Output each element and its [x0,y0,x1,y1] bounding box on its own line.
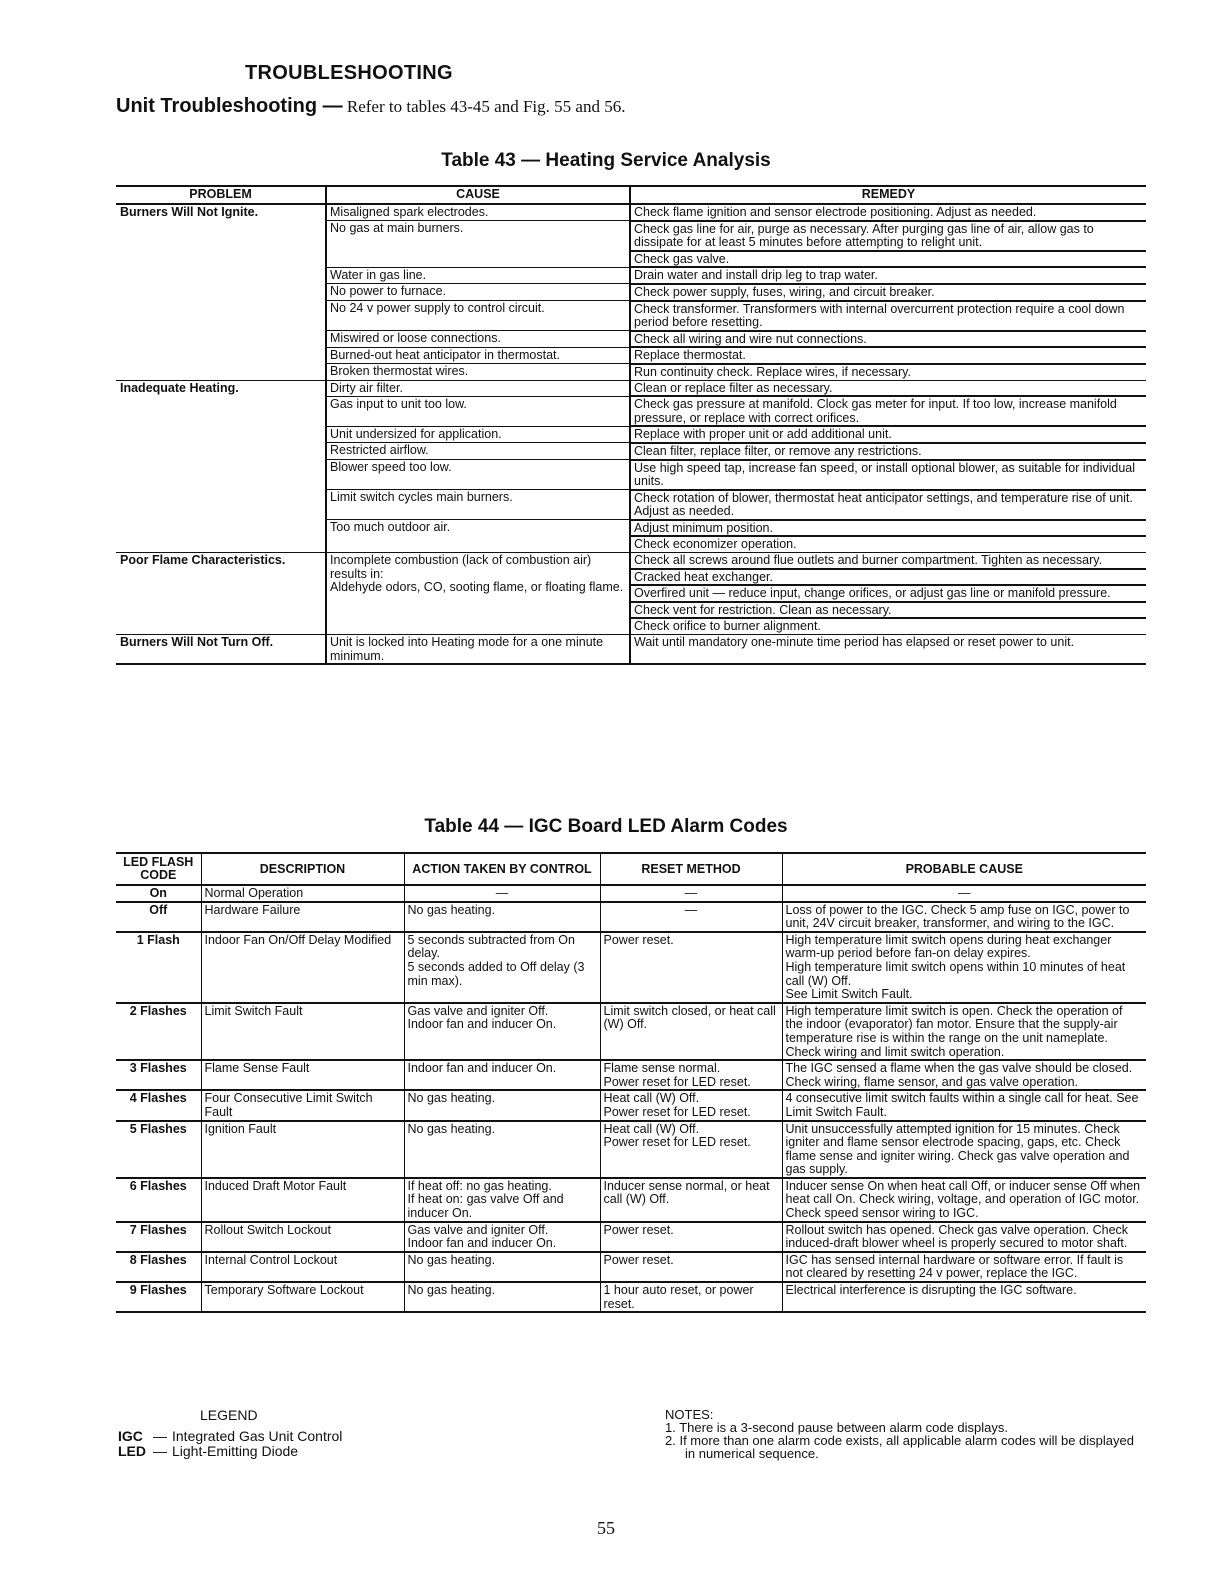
legend-title: LEGEND [200,1407,258,1423]
action-cell [404,1121,600,1178]
remedy-cell: Use high speed tap, increase fan speed, or install optional blower, as suitable for individual units. [630,460,1146,490]
cell-line: On [149,886,167,900]
col-header-reset: RESET METHOD [600,853,782,885]
remedy-cell: Adjust minimum position. [630,520,1146,537]
remedy-cell: Check rotation of blower, thermostat heat anticipator settings, and temperature rise of unit. Adjust as needed. [630,490,1146,520]
action-cell [404,1282,600,1312]
led-code-cell [116,1252,201,1282]
legend-item [118,1444,342,1459]
table-row [116,380,1146,396]
table43-title: Table 43 — Heating Service Analysis [441,150,771,171]
cause-text: Misaligned spark electrodes. [330,205,489,219]
remedy-cell: Clean filter, replace filter, or remove any restrictions. [630,443,1146,460]
cause-text: Aldehyde odors, CO, sooting flame, or floating flame. [330,580,624,595]
cell-line: Gas valve and igniter Off. [407,1222,549,1237]
cell-line: 7 Flashes [129,1222,187,1237]
remedy-cell: Check gas valve. [630,251,1146,268]
col-header-action: ACTION TAKEN BY CONTROL [404,853,600,885]
cell-line: Indoor fan and inducer On. [407,1017,557,1032]
cell-line: Hardware Failure [204,902,301,917]
cause-cell [326,301,630,331]
remedy-cell: Check orifice to burner alignment. [630,618,1146,634]
description-cell [201,1121,404,1178]
cell-line: Power reset. [603,1252,674,1267]
intro-text: Refer to tables 43-45 and Fig. 55 and 56. [342,97,626,116]
cause-text: Restricted airflow. [330,443,429,458]
cell-line: 9 Flashes [129,1283,187,1298]
cause-cell [326,267,630,284]
remedy-cell: Check gas line for air, purge as necessary. After purging gas line of air, allow gas to dissipate for at least 5 minutes before attempting to relight unit. [630,221,1146,251]
cell-line: Inducer sense On when heat call Off, or inducer sense Off when heat call On. Check wiring, voltage, and operation of IGC motor. Check speed sensor wiring to IGC. [785,1178,1141,1221]
cell-line: Inducer sense normal, or heat call (W) Off. [603,1178,770,1207]
cell-line: 2 Flashes [129,1003,187,1018]
probable-cause-cell [782,1060,1146,1090]
cell-line: — [495,886,509,900]
cause-text: Broken thermostat wires. [330,364,469,379]
col-header-description: DESCRIPTION [201,853,404,885]
description-cell [201,1282,404,1312]
cause-text: No gas at main burners. [330,221,464,236]
page-number: 55 [597,1518,615,1538]
cell-line: Power reset for LED reset. [603,1074,751,1089]
cause-text: No 24 v power supply to control circuit. [330,301,545,316]
cell-line: No gas heating. [407,1283,496,1298]
remedy-cell: Run continuity check. Replace wires, if necessary. [630,364,1146,380]
cell-line: — [958,886,971,900]
remedy-cell: Check all wiring and wire nut connections. [630,331,1146,348]
remedy-cell: Check all screws around flue outlets and burner compartment. Tighten as necessary. [630,553,1146,569]
legend-dash: — [153,1428,167,1444]
cause-cell [326,364,630,380]
probable-cause-cell [782,932,1146,1003]
cause-cell [326,553,630,635]
action-cell [404,1252,600,1282]
description-cell [201,932,404,1003]
cause-text: Unit undersized for application. [330,426,502,441]
igc-led-alarm-codes-table [116,852,1146,1313]
note-item: 1. There is a 3-second pause between alarm code displays. [665,1420,1009,1435]
section-heading: TROUBLESHOOTING [245,62,453,84]
reset-method-cell [600,1003,782,1060]
cell-line: Gas valve and igniter Off. [407,1003,549,1018]
cell-line: High temperature limit switch opens within 10 minutes of heat call (W) Off. [785,959,1126,988]
cause-cell [326,204,630,221]
table-row [116,1060,1146,1090]
action-cell [404,1090,600,1120]
led-code-cell [116,1178,201,1222]
cell-line: No gas heating. [407,1091,496,1106]
remedy-cell: Check power supply, fuses, wiring, and circuit breaker. [630,284,1146,301]
remedy-cell: Check flame ignition and sensor electrode positioning. Adjust as needed. [630,204,1146,221]
cell-line: Flame Sense Fault [204,1061,310,1076]
cell-line: — [684,902,698,917]
cell-line: 1 hour auto reset, or power reset. [603,1283,754,1311]
reset-method-cell [600,1178,782,1222]
table-row [116,932,1146,1003]
table-row [116,553,1146,569]
remedy-cell: Clean or replace filter as necessary. [630,380,1146,396]
problem-cell: Burners Will Not Turn Off. [116,635,326,665]
cell-line: 6 Flashes [129,1178,187,1193]
cell-line: Heat call (W) Off. [603,1091,700,1106]
probable-cause-cell [782,1121,1146,1178]
table-row [116,1222,1146,1252]
intro-lead: Unit Troubleshooting — [116,95,343,117]
description-cell [201,1252,404,1282]
cause-text: No power to furnace. [330,284,447,299]
description-cell [201,1178,404,1222]
cause-text: Water in gas line. [330,267,427,282]
heating-service-analysis-table [116,185,1146,665]
cause-cell [326,426,630,443]
cell-line: Power reset. [603,932,674,947]
probable-cause-cell [782,885,1146,902]
cell-line: High temperature limit switch opens during heat exchanger warm-up period before fan-on delay expires. [785,932,1112,961]
led-code-cell [116,1222,201,1252]
table-row [116,1252,1146,1282]
legend-def: Light-Emitting Diode [172,1443,299,1459]
cell-line: No gas heating. [407,1252,496,1267]
intro-paragraph [116,96,636,117]
cause-cell [326,347,630,364]
cell-line: Flame sense normal. [603,1061,721,1076]
problem-cell: Inadequate Heating. [116,380,326,553]
cause-cell [326,331,630,348]
cell-line: Limit Switch Fault [204,1003,303,1018]
led-code-cell [116,1090,201,1120]
cause-text: Limit switch cycles main burners. [330,490,513,505]
description-cell [201,1060,404,1090]
probable-cause-cell [782,1090,1146,1120]
cell-line: No gas heating. [407,902,496,917]
problem-cell: Poor Flame Characteristics. [116,553,326,635]
reset-method-cell [600,1252,782,1282]
probable-cause-cell [782,1178,1146,1222]
cell-line: Unit unsuccessfully attempted ignition for 15 minutes. Check igniter and flame sensor electrode spacing, gaps, etc. Check flame sense and igniter wiring. Check gas valve operation and gas supply. [785,1121,1130,1177]
cell-line: Ignition Fault [204,1121,277,1136]
cell-line: The IGC sensed a flame when the gas valve should be closed. Check wiring, flame sensor, and gas valve operation. [785,1061,1133,1089]
col-header-cause: CAUSE [326,186,630,204]
cause-text: Miswired or loose connections. [330,331,501,346]
led-code-cell [116,1060,201,1090]
probable-cause-cell [782,1222,1146,1252]
table-row [116,1003,1146,1060]
cause-text: Dirty air filter. [330,380,403,395]
reset-method-cell [600,902,782,932]
cell-line: Limit switch closed, or heat call (W) Off. [603,1003,776,1032]
legend-def: Integrated Gas Unit Control [172,1428,343,1444]
cause-cell [326,221,630,268]
cell-line: Indoor Fan On/Off Delay Modified [204,932,392,947]
cell-line: 3 Flashes [129,1061,187,1076]
table-row [116,1121,1146,1178]
table-row [116,1090,1146,1120]
remedy-cell: Replace thermostat. [630,347,1146,364]
cell-line: 8 Flashes [129,1252,187,1267]
table-row [116,1282,1146,1312]
cell-line: If heat on: gas valve Off and inducer On. [407,1192,564,1221]
description-cell [201,1003,404,1060]
action-cell [404,885,600,902]
legend-abbr: IGC [118,1428,143,1444]
cell-line: Induced Draft Motor Fault [204,1178,347,1193]
cell-line: Power reset. [603,1222,674,1237]
cell-line: Power reset for LED reset. [603,1135,751,1150]
cell-line: Loss of power to the IGC. Check 5 amp fuse on IGC, power to unit, 24V circuit breaker, transformer, and wiring to the IGC. [785,902,1130,931]
notes-title: NOTES: [665,1407,714,1422]
cell-line: See Limit Switch Fault. [785,987,913,1002]
col-header-code: LED FLASH CODE [116,853,201,885]
table44-title: Table 44 — IGC Board LED Alarm Codes [424,816,788,837]
cause-text: Burned-out heat anticipator in thermostat. [330,347,560,362]
led-code-cell [116,932,201,1003]
cell-line: Normal Operation [204,886,304,900]
cell-line: Rollout Switch Lockout [204,1222,331,1237]
cause-cell [326,380,630,396]
reset-method-cell [600,1222,782,1252]
cause-cell [326,635,630,665]
remedy-cell: Check vent for restriction. Clean as necessary. [630,602,1146,619]
remedy-cell: Check gas pressure at manifold. Clock gas meter for input. If too low, increase manifold pressure, or replace with correct orifices. [630,396,1146,426]
cell-line: 4 consecutive limit switch faults within a single call for heat. See Limit Switch Fault. [785,1091,1139,1119]
remedy-cell: Cracked heat exchanger. [630,569,1146,586]
action-cell [404,932,600,1003]
table-row [116,204,1146,221]
remedy-cell: Overfired unit — reduce input, change orifices, or adjust gas line or manifold pressure. [630,585,1146,602]
cell-line: 1 Flash [136,932,180,947]
probable-cause-cell [782,902,1146,932]
cell-line: Heat call (W) Off. [603,1121,700,1136]
cell-line: 5 Flashes [129,1121,187,1136]
description-cell [201,885,404,902]
table-row [116,1178,1146,1222]
led-code-cell [116,1282,201,1312]
cell-line: Off [149,902,168,917]
col-header-problem: PROBLEM [116,186,326,204]
action-cell [404,902,600,932]
reset-method-cell [600,1090,782,1120]
cell-line: Electrical interference is disrupting the IGC software. [785,1283,1077,1298]
cell-line: IGC has sensed internal hardware or software error. If fault is not cleared by resetting 24 v power, replace the IGC. [785,1252,1124,1281]
cause-cell [326,520,630,553]
table-row [116,635,1146,665]
cause-cell [326,396,630,426]
remedy-cell: Wait until mandatory one-minute time period has elapsed or reset power to unit. [630,635,1146,665]
problem-cell: Burners Will Not Ignite. [116,204,326,380]
cell-line: Power reset for LED reset. [603,1104,751,1119]
cell-line: Indoor fan and inducer On. [407,1061,557,1076]
action-cell [404,1178,600,1222]
cause-cell [326,284,630,301]
cell-line: Four Consecutive Limit Switch Fault [204,1091,373,1119]
cell-line: High temperature limit switch is open. Check the operation of the indoor (evaporator) fan motor. Ensure that the supply-air temperature rise is within the range on the unit nameplate. Check wiring and limit switch operation. [785,1003,1123,1059]
action-cell [404,1003,600,1060]
cell-line: Temporary Software Lockout [204,1283,364,1298]
reset-method-cell [600,1060,782,1090]
cause-cell [326,443,630,460]
description-cell [201,902,404,932]
led-code-cell [116,885,201,902]
legend-dash: — [153,1443,167,1459]
reset-method-cell [600,885,782,902]
cell-line: If heat off: no gas heating. [407,1178,552,1193]
remedy-cell: Check economizer operation. [630,536,1146,552]
legend-item [118,1429,342,1444]
cell-line: 5 seconds added to Off delay (3 min max). [407,959,585,988]
table-row [116,902,1146,932]
led-code-cell [116,1003,201,1060]
legend [118,1408,342,1459]
remedy-cell: Check transformer. Transformers with internal overcurrent protection require a cool down period before resetting. [630,301,1146,331]
cause-text: Incomplete combustion (lack of combustion air) results in: [330,553,592,581]
cell-line: 4 Flashes [129,1091,187,1106]
cell-line: 5 seconds subtracted from On delay. [407,932,575,961]
led-code-cell [116,902,201,932]
cell-line: — [684,886,698,900]
cell-line: Rollout switch has opened. Check gas valve operation. Check induced-draft blower wheel is properly secured to motor shaft. [785,1222,1129,1251]
table-row [116,885,1146,902]
remedy-cell: Drain water and install drip leg to trap water. [630,267,1146,284]
note-item: 2. If more than one alarm code exists, all applicable alarm codes will be displayed in numerical sequence. [665,1433,1134,1461]
remedy-cell: Replace with proper unit or add additional unit. [630,426,1146,443]
description-cell [201,1090,404,1120]
legend-abbr: LED [118,1443,146,1459]
notes [665,1408,1147,1460]
cell-line: No gas heating. [407,1121,496,1136]
probable-cause-cell [782,1003,1146,1060]
cell-line: Indoor fan and inducer On. [407,1236,557,1251]
description-cell [201,1222,404,1252]
probable-cause-cell [782,1282,1146,1312]
cause-text: Gas input to unit too low. [330,396,467,411]
cause-text: Blower speed too low. [330,460,452,474]
led-code-cell [116,1121,201,1178]
reset-method-cell [600,932,782,1003]
cause-text: Too much outdoor air. [330,520,451,535]
cause-text: Unit is locked into Heating mode for a one minute minimum. [330,635,604,663]
cause-cell [326,460,630,490]
action-cell [404,1222,600,1252]
action-cell [404,1060,600,1090]
col-header-remedy: REMEDY [630,186,1146,204]
cell-line: Internal Control Lockout [204,1252,338,1267]
col-header-probable-cause: PROBABLE CAUSE [782,853,1146,885]
probable-cause-cell [782,1252,1146,1282]
reset-method-cell [600,1282,782,1312]
cause-cell [326,490,630,520]
reset-method-cell [600,1121,782,1178]
